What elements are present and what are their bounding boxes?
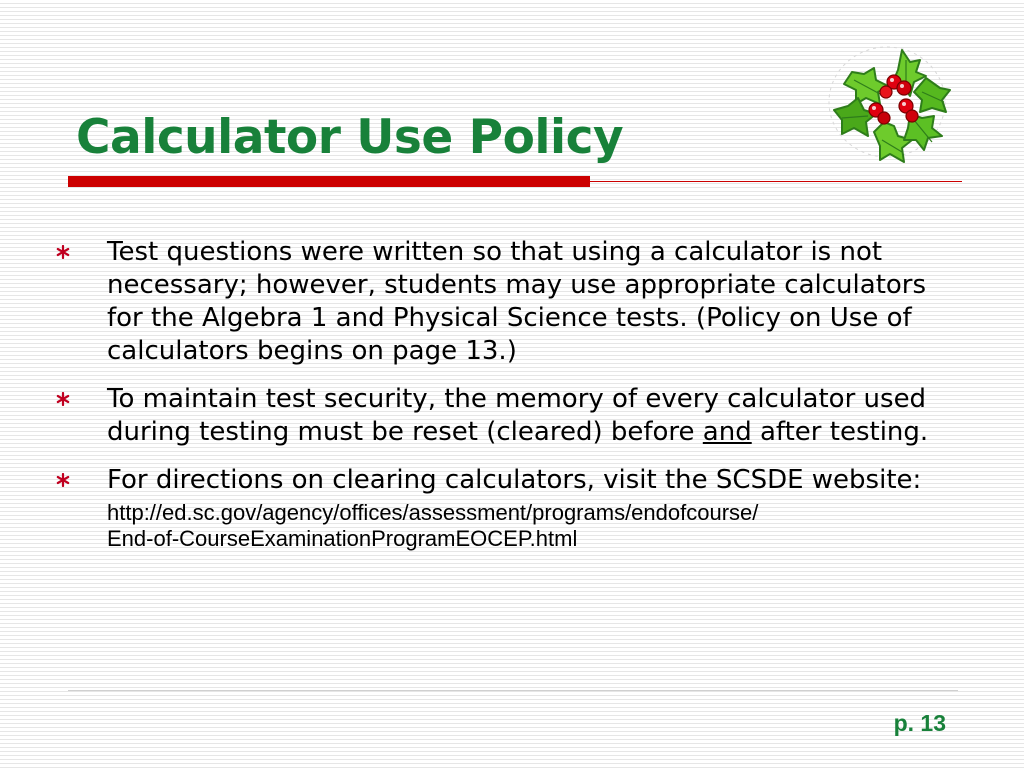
- url-line-1[interactable]: http://ed.sc.gov/agency/offices/assessment/programs/endofcourse/: [107, 500, 759, 525]
- page-number: p. 13: [893, 710, 946, 736]
- star-bullet-icon: [56, 245, 70, 259]
- footer-divider: [68, 690, 958, 691]
- bullet-list: [56, 236, 966, 567]
- bullet-text: [107, 464, 966, 552]
- star-bullet-icon: [56, 473, 70, 487]
- bullet-text: Test questions were written so that using a calculator is not necessary; however, students may use appropriate calculators for the Algebra 1 and Physical Science tests. (Policy on Use of calculators begins on page 13.): [107, 237, 927, 366]
- url-line-2[interactable]: End-of-CourseExaminationProgramEOCEP.html: [107, 526, 578, 551]
- title-underline-accent: [68, 176, 590, 187]
- bullet-text-before: To maintain test security, the memory of every calculator used during testing must be reset (cleared) before: [107, 384, 927, 447]
- star-bullet-icon: [56, 392, 70, 406]
- list-item: [56, 464, 966, 552]
- emphasis-and: and: [702, 417, 752, 447]
- bullet-text: [107, 383, 966, 449]
- title-underline-rule: [590, 181, 962, 182]
- holly-icon: [822, 40, 952, 165]
- list-item: [56, 236, 966, 368]
- list-item: [56, 383, 966, 449]
- page-title: Calculator Use Policy: [76, 110, 624, 165]
- bullet-text-main: For directions on clearing calculators, visit the SCSDE website:: [107, 465, 922, 495]
- bullet-text-after: after testing.: [751, 417, 929, 447]
- scsde-url[interactable]: [107, 500, 966, 552]
